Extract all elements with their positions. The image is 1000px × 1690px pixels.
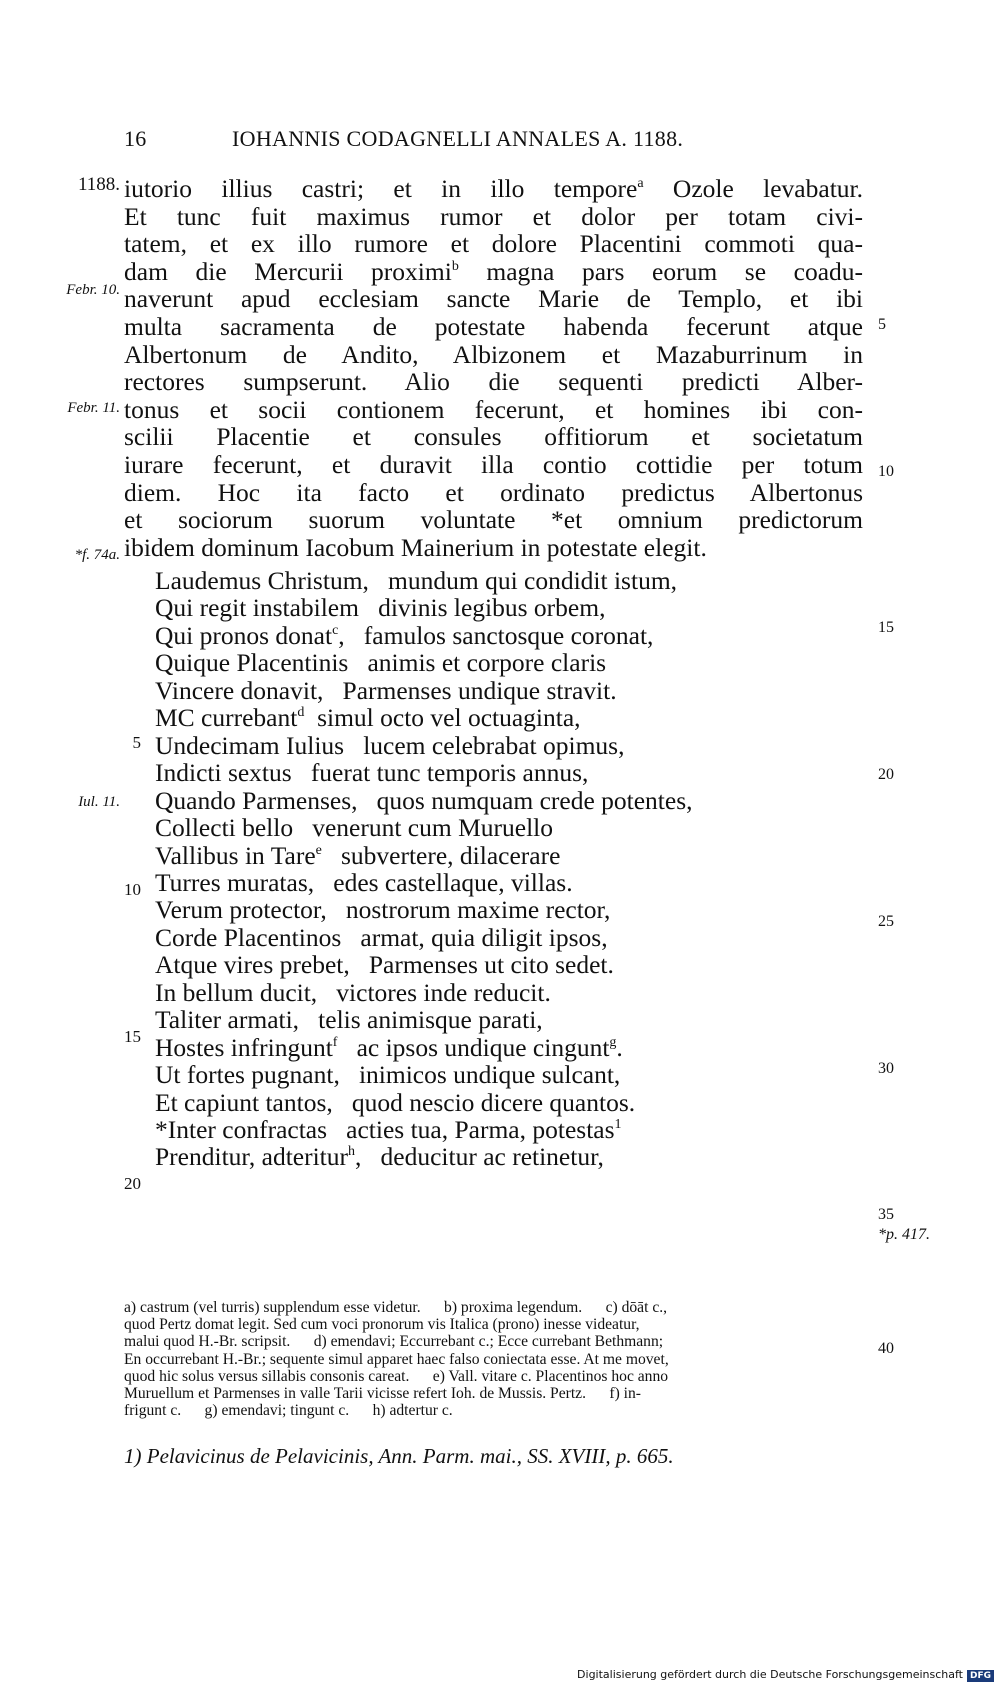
verse-line — [155, 1088, 635, 1117]
prose-line — [124, 367, 863, 396]
prose-text: tonus et socii contionem fecerunt, et homines ibi con- — [124, 395, 863, 424]
verse-line — [155, 1060, 620, 1089]
verse-text: Vincere donavit, Parmenses undique stravit. — [155, 676, 617, 705]
margin-date-iul-11: Iul. 11. — [78, 794, 120, 810]
footnote-marker: d — [297, 705, 305, 720]
footnote-marker: f — [332, 1035, 338, 1050]
verse-text: Verum protector, nostrorum maxime rector, — [155, 895, 611, 924]
line-number: 15 — [878, 619, 894, 636]
verse-text: In bellum ducit, victores inde reducit. — [155, 978, 551, 1007]
prose-line — [124, 450, 863, 479]
footnote-marker: e — [315, 843, 322, 858]
line-number: 20 — [878, 766, 894, 783]
verse-text: Collecti bello venerunt cum Muruello — [155, 813, 553, 842]
prose-text: multa sacramenta de potestate habenda fecerunt atque — [124, 312, 863, 341]
prose-text: ibidem dominum Iacobum Mainerium in potestate elegit. — [124, 533, 707, 562]
footnote-line: malui quod H.-Br. scripsit. d) emendavi; Eccurrebant c.; Ecce currebant Bethmann; — [124, 1333, 664, 1350]
prose-text: magna pars eorum se coadu- — [458, 257, 864, 286]
verse-text: . — [616, 1033, 623, 1062]
verse-text: Corde Placentinos armat, quia diligit ipsos, — [155, 923, 608, 952]
line-number: 25 — [878, 913, 894, 930]
verse-line — [155, 1115, 622, 1144]
verse-text: Undecimam Iulius lucem celebrabat opimus, — [155, 731, 625, 760]
prose-line — [124, 312, 863, 341]
verse-text: subvertere, dilacerare — [321, 841, 561, 870]
footnote-marker: c — [332, 623, 339, 638]
verse-line — [155, 1033, 623, 1062]
running-title: IOHANNIS CODAGNELLI ANNALES A. 1188. — [232, 126, 684, 151]
verse-text: Ut fortes pugnant, inimicos undique sulcant, — [155, 1060, 621, 1089]
prose-line — [124, 422, 863, 451]
dfg-logo: DFG — [967, 1670, 994, 1682]
footnote-line: Muruellum et Parmenses in valle Tarii vicisse refert Ioh. de Mussis. Pertz. f) in- — [124, 1385, 641, 1402]
verse-line — [155, 731, 624, 760]
prose-text: Ozole levabatur. — [643, 174, 863, 203]
prose-text: tatem, et ex illo rumore et dolore Placentini commoti qua- — [124, 229, 863, 258]
verse-line — [155, 950, 614, 979]
footnote-marker: 1 — [614, 1117, 622, 1132]
footnote-line: frigunt c. g) emendavi; tingunt c. h) adtertur c. — [124, 1402, 453, 1419]
prose-text: naverunt apud ecclesiam sancte Marie de Templo, et ibi — [124, 284, 863, 313]
verse-number: 15 — [124, 1027, 141, 1046]
verse-text: Hostes infringunt — [155, 1033, 333, 1062]
verse-text: Taliter armati, telis animisque parati, — [155, 1005, 543, 1034]
line-number: 30 — [878, 1060, 894, 1077]
verse-text: Vallibus in Tare — [155, 841, 316, 870]
footnote-line: quod Pertz domat legit. Sed cum voci pronorum vis Italica (prono) inesse videatur, — [124, 1316, 640, 1333]
verse-line — [155, 621, 653, 650]
verse-line — [155, 593, 605, 622]
verse-text: , famulos sanctosque coronat, — [338, 621, 654, 650]
digitization-footer — [577, 1668, 994, 1682]
prose-line — [124, 340, 863, 369]
verse-text: Qui regit instabilem divinis legibus orbem, — [155, 593, 606, 622]
footnote-line: En occurrebant H.-Br.; sequente simul apparet haec falso coniectata esse. At me movet, — [124, 1351, 669, 1368]
verse-number: 20 — [124, 1174, 141, 1193]
verse-line — [155, 841, 560, 870]
prose-text: dam die Mercurii proximi — [124, 257, 452, 286]
footer-text: Digitalisierung gefördert durch die Deutsche Forschungsgemeinschaft — [577, 1668, 963, 1681]
footnote-marker: b — [451, 259, 459, 274]
footnote-marker: a — [637, 176, 644, 191]
verse-line — [155, 566, 677, 595]
prose-line — [124, 505, 863, 534]
prose-text: Et tunc fuit maximus rumor et dolor per totam civi- — [124, 202, 863, 231]
verse-text: Prenditur, adteritur — [155, 1142, 349, 1171]
verse-text: Laudemus Christum, mundum qui condidit istum, — [155, 566, 678, 595]
page-ref: *p. 417. — [878, 1226, 930, 1243]
line-number: 35 — [878, 1206, 894, 1223]
line-number: 40 — [878, 1340, 894, 1357]
verse-line — [155, 978, 551, 1007]
prose-text: diem. Hoc ita facto et ordinato predictus Albertonus — [124, 478, 863, 507]
verse-line — [155, 813, 553, 842]
line-number: 10 — [878, 463, 894, 480]
prose-line — [124, 174, 863, 203]
margin-year: 1188. — [77, 174, 120, 195]
verse-line — [155, 1005, 543, 1034]
verse-text: Atque vires prebet, Parmenses ut cito sedet. — [155, 950, 614, 979]
prose-text: rectores sumpserunt. Alio die sequenti predicti Alber- — [124, 367, 863, 396]
prose-text: iurare fecerunt, et duravit illa contio cottidie per totum — [124, 450, 863, 479]
verse-text: *Inter confractas acties tua, Parma, potestas — [155, 1115, 615, 1144]
verse-line — [155, 676, 617, 705]
source-footnote: 1) Pelavicinus de Pelavicinis, Ann. Parm. mai., SS. XVIII, p. 665. — [124, 1444, 674, 1468]
prose-text: scilii Placentie et consules offitiorum et societatum — [124, 422, 863, 451]
verse-text: Indicti sextus fuerat tunc temporis annus, — [155, 758, 589, 787]
page-number: 16 — [124, 126, 147, 151]
prose-text: iutorio illius castri; et in illo tempore — [124, 174, 638, 203]
verse-number: 10 — [124, 880, 141, 899]
verse-text: Quique Placentinis animis et corpore claris — [155, 648, 607, 677]
prose-line — [124, 284, 863, 313]
verse-number: 5 — [132, 733, 141, 752]
verse-text: Et capiunt tantos, quod nescio dicere quantos. — [155, 1088, 636, 1117]
verse-line — [155, 786, 693, 815]
verse-text: Turres muratas, edes castellaque, villas. — [155, 868, 573, 897]
margin-date-febr-11: Febr. 11. — [67, 400, 120, 416]
footnote-line: a) castrum (vel turris) supplendum esse videtur. b) proxima legendum. c) dōāt c., — [124, 1299, 668, 1316]
footnote-line: quod hic solus versus sillabis consonis careat. e) Vall. vitare c. Placentinos hoc anno — [124, 1368, 669, 1385]
verse-text: MC currebant — [155, 703, 298, 732]
margin-date-febr-10: Febr. 10. — [66, 282, 120, 298]
prose-line — [124, 533, 863, 562]
prose-line — [124, 257, 863, 286]
prose-line — [124, 229, 863, 258]
verse-text: Qui pronos donat — [155, 621, 333, 650]
verse-line — [155, 648, 606, 677]
verse-line — [155, 868, 573, 897]
prose-text: Albertonum de Andito, Albizonem et Mazaburrinum in — [124, 340, 863, 369]
footnote-marker: h — [348, 1144, 356, 1159]
margin-folio: *f. 74a. — [74, 547, 120, 563]
line-number: 5 — [878, 316, 886, 333]
footnote-marker: g — [609, 1035, 617, 1050]
verse-text: simul octo vel octuaginta, — [304, 703, 581, 732]
prose-line — [124, 202, 863, 231]
prose-line — [124, 395, 863, 424]
prose-text: et sociorum suorum voluntate *et omnium predictorum — [124, 505, 863, 534]
verse-text: ac ipsos undique cingunt — [337, 1033, 610, 1062]
verse-text: , deducitur ac retinetur, — [355, 1142, 604, 1171]
verse-line — [155, 703, 581, 732]
verse-line — [155, 923, 608, 952]
verse-line — [155, 1142, 604, 1171]
verse-text: Quando Parmenses, quos numquam crede potentes, — [155, 786, 693, 815]
prose-line — [124, 478, 863, 507]
verse-line — [155, 758, 588, 787]
verse-line — [155, 895, 610, 924]
